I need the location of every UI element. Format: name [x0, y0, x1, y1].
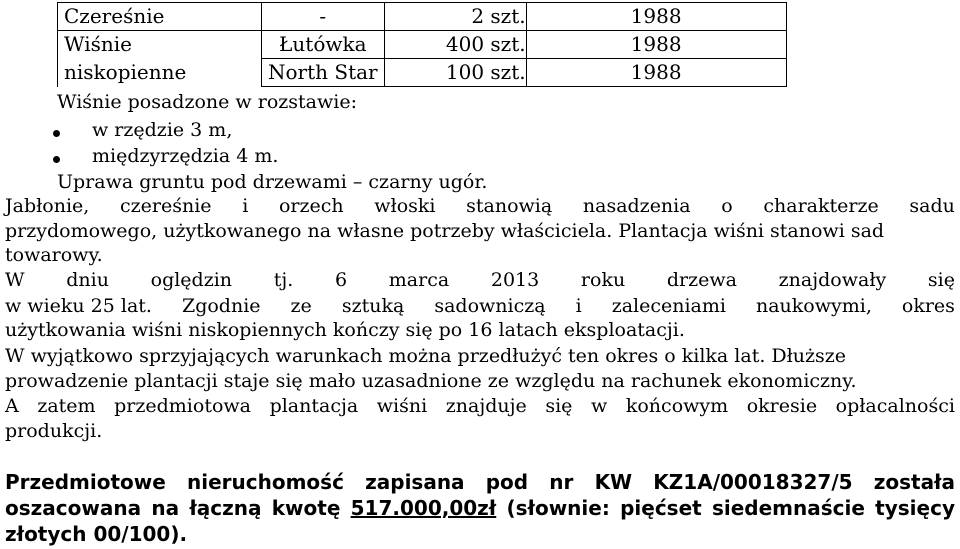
- count-cell: 400 szt.: [384, 31, 526, 59]
- table-row: [58, 59, 787, 87]
- count-cell: 2 szt.: [384, 3, 526, 31]
- summary-line-3: złotych 00/100).: [5, 522, 188, 546]
- soil-line: Uprawa gruntu pod drzewami – czarny ugór.: [57, 171, 488, 193]
- paragraph-2-line-2: w wieku 25 lat. Zgodnie ze sztuką sadowniczą i zaleceniami naukowymi, okres: [5, 295, 955, 317]
- count-cell: 100 szt.: [384, 59, 526, 87]
- paragraph-1-line-2: przydomowego, użytkowanego na własne potrzeby właściciela. Plantacja wiśni stanowi sad: [5, 220, 885, 242]
- species-cell: niskopienne: [58, 59, 262, 87]
- paragraph-2-line-3: użytkowania wiśni niskopiennych kończy się po 16 latach eksploatacji.: [5, 319, 685, 341]
- orchard-table: [57, 2, 787, 87]
- table-row: [58, 3, 787, 31]
- year-cell: 1988: [526, 3, 786, 31]
- year-cell: 1988: [526, 31, 786, 59]
- variety-cell: Łutówka: [262, 31, 385, 59]
- table-row: [58, 31, 787, 59]
- paragraph-2-line-6: A zatem przedmiotowa plantacja wiśni znajduje się w końcowym okresie opłacalności: [5, 395, 955, 417]
- species-cell: Czereśnie: [58, 3, 262, 31]
- paragraph-2-line-5: prowadzenie plantacji staje się mało uzasadnione ze względu na rachunek ekonomiczny.: [5, 370, 857, 392]
- summary-line-1: Przedmiotowe nieruchomość zapisana pod nr KW KZ1A/00018327/5 została: [5, 470, 955, 494]
- amount-value: 517.000,00zł: [350, 496, 497, 520]
- year-cell: 1988: [526, 59, 786, 87]
- paragraph-2-line-1: W dniu oględzin tj. 6 marca 2013 roku drzewa znajdowały się: [5, 269, 955, 291]
- bullet-item: w rzędzie 3 m,: [92, 119, 233, 141]
- paragraph-1-line-1: Jabłonie, czereśnie i orzech włoski stanowią nasadzenia o charakterze sadu: [5, 195, 955, 217]
- species-cell: Wiśnie: [58, 31, 262, 59]
- paragraph-1-line-3: towarowy.: [5, 244, 103, 266]
- bullet-icon: [53, 130, 60, 137]
- summary-line-2: oszacowana na łączną kwotę 517.000,00zł (słownie: pięćset siedemnaście tysięcy: [5, 496, 955, 520]
- variety-cell: -: [262, 3, 385, 31]
- paragraph-2-line-4: W wyjątkowo sprzyjających warunkach można przedłużyć ten okres o kilka lat. Dłuższe: [5, 345, 847, 367]
- variety-cell: North Star: [262, 59, 385, 87]
- spacing-heading: Wiśnie posadzone w rozstawie:: [57, 91, 357, 113]
- paragraph-2-line-7: produkcji.: [5, 420, 103, 442]
- bullet-icon: [53, 156, 60, 163]
- bullet-item: międzyrzędzia 4 m.: [92, 145, 279, 167]
